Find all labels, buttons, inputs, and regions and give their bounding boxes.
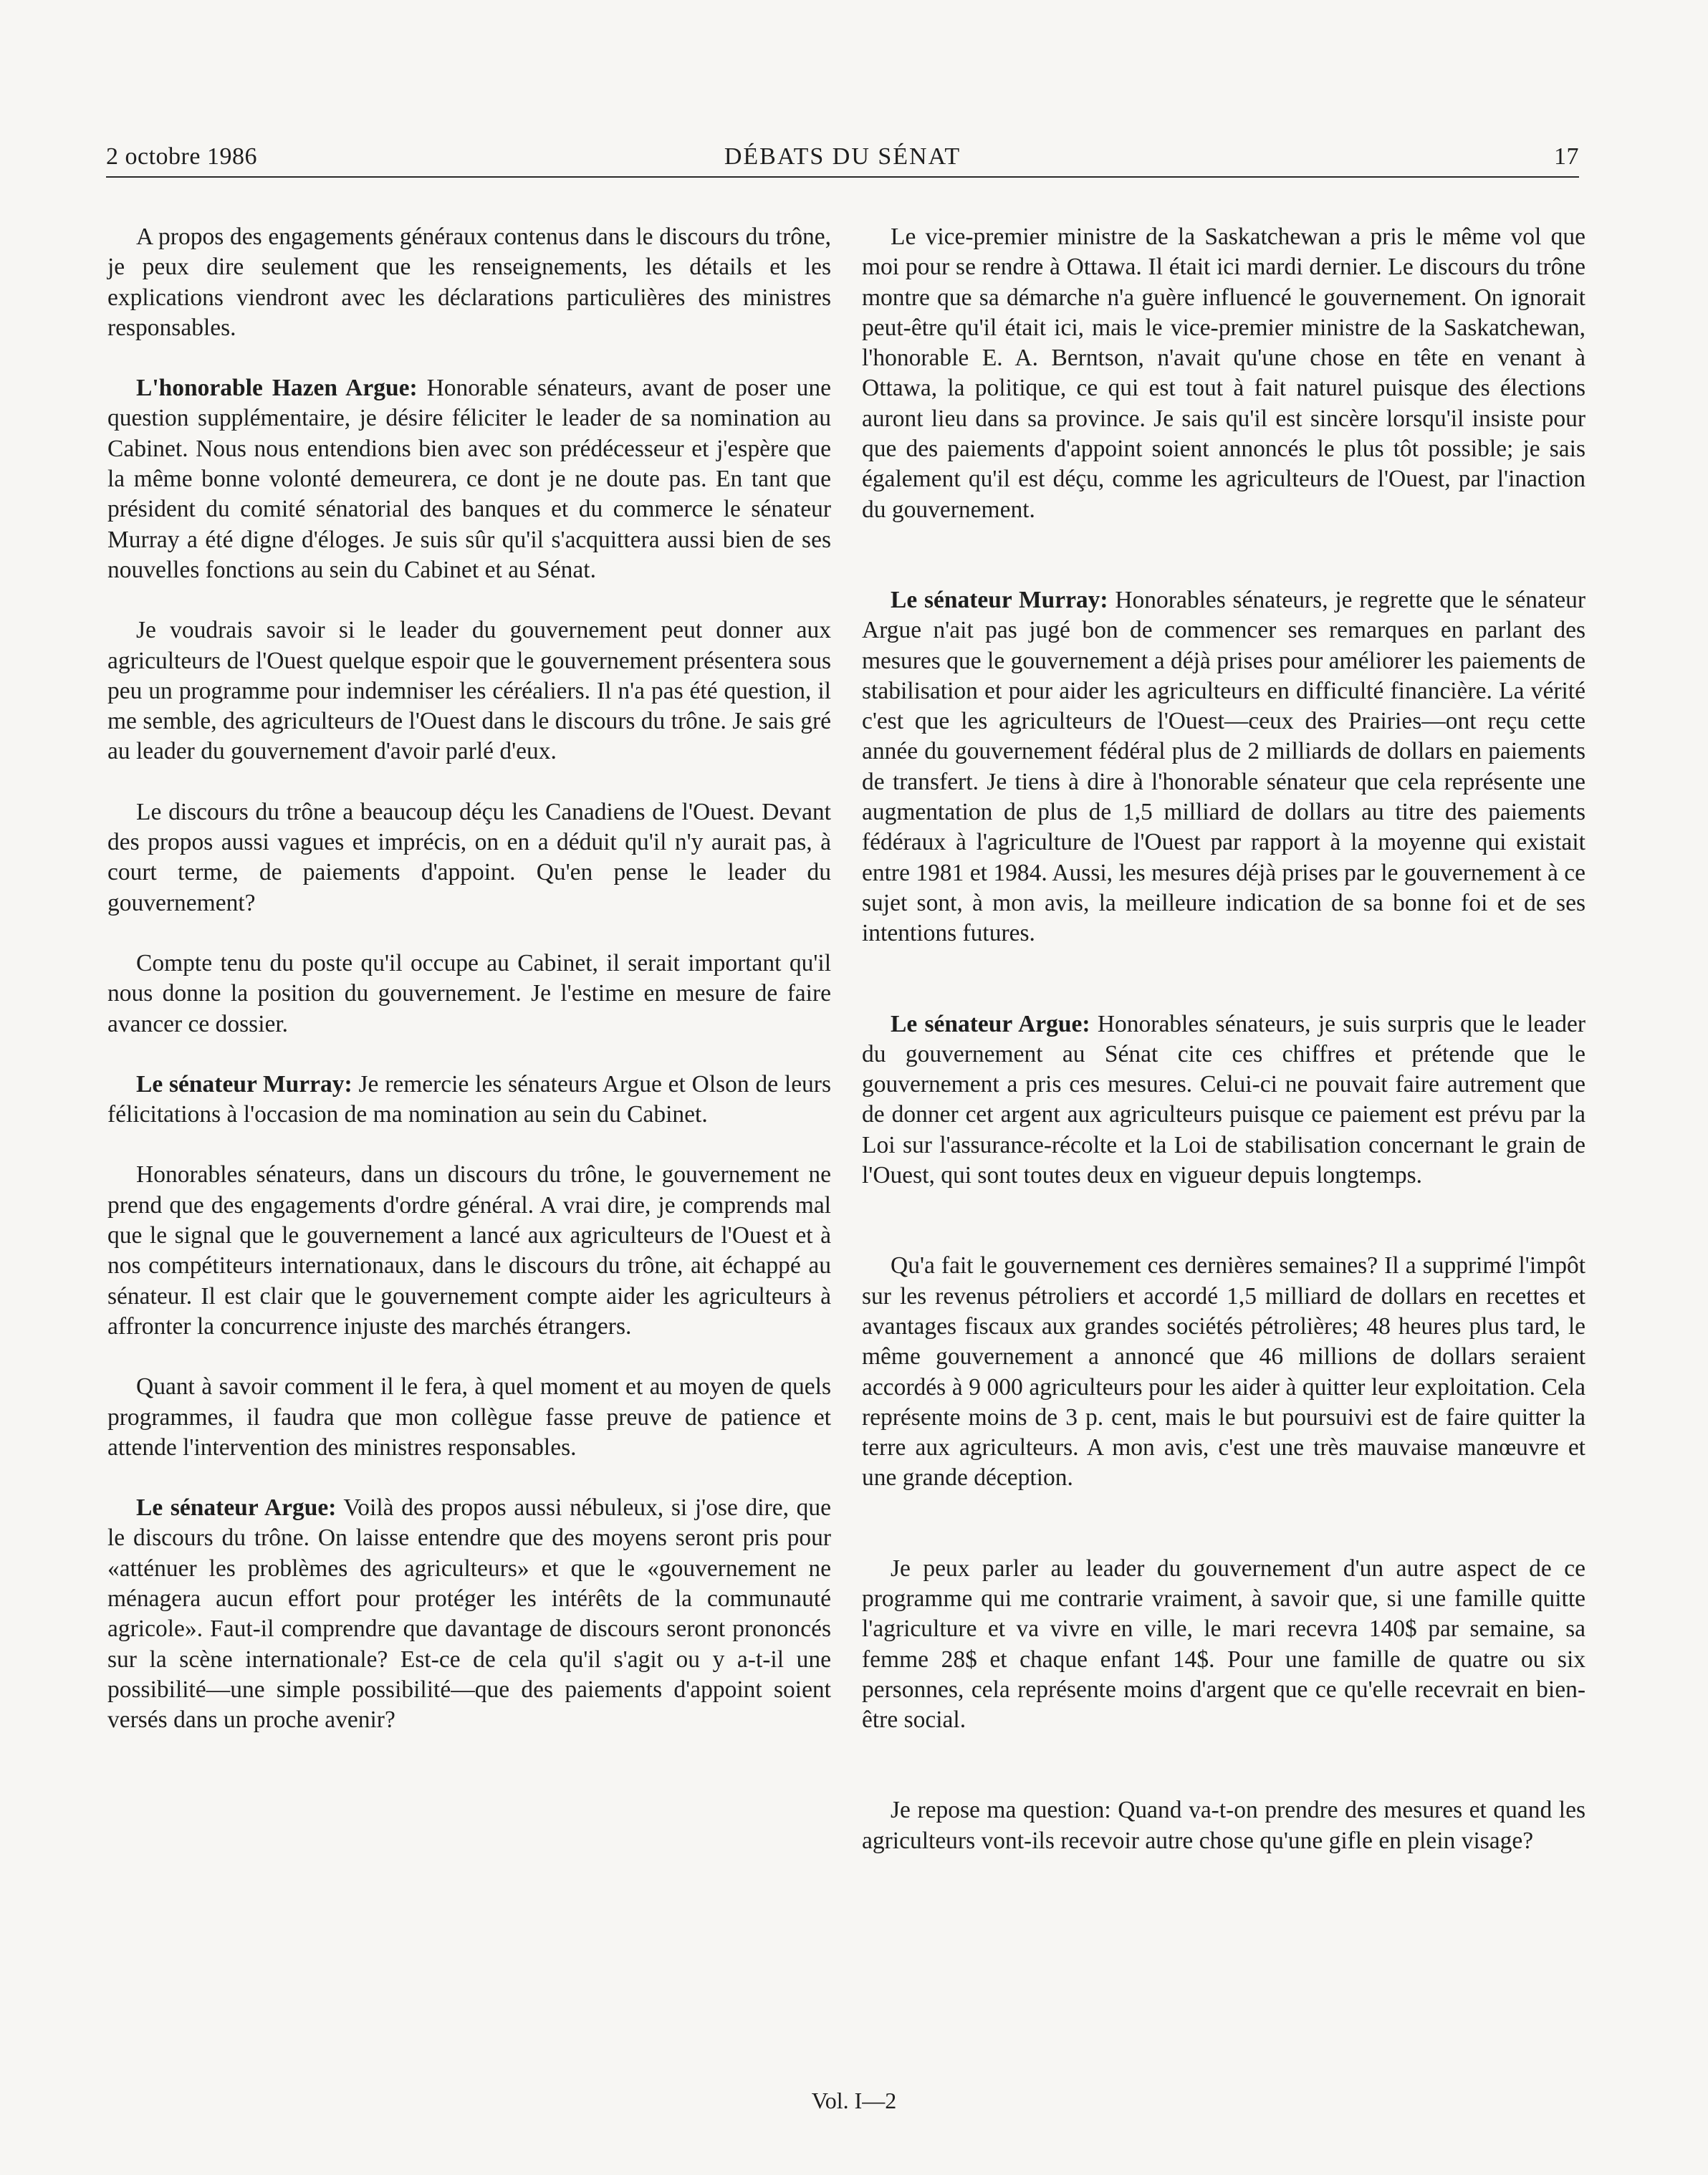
speaker-name: Le sénateur Murray: [136, 1070, 352, 1098]
paragraph-text: Quant à savoir comment il le fera, à quel moment et au moyen de quels programmes, il faudra que mon collègue fasse preuve de patience et attende l'intervention des ministres responsables. [107, 1373, 831, 1461]
paragraph-text: Honorables sénateurs, je suis surpris que le leader du gouvernement au Sénat cite ces chiffres et prétende que le gouvernement a pris ces mesures. Celui-ci ne pouvait faire autrement que de donner cet argent aux agriculteurs puisque ce paiement est prévu par la Loi sur l'assurance-récolte et la Loi de stabilisation concernant le grain de l'Ouest, qui sont toutes deux en vigueur depuis longtemps. [862, 1010, 1585, 1189]
paragraph [862, 1554, 1585, 1736]
paragraph-text: A propos des engagements généraux contenus dans le discours du trône, je peux dire seulement que les renseignements, les détails et les explications viendront avec les déclarations particulières des ministres responsables. [107, 224, 831, 341]
paragraph [107, 1372, 831, 1463]
page-header [106, 140, 1579, 178]
right-column [862, 222, 1585, 1856]
paragraph [862, 1251, 1585, 1493]
volume-label: Vol. I—2 [811, 2088, 897, 2113]
paragraph [107, 1493, 831, 1735]
paragraph-text: Je remercie les sénateurs Argue et Olson de leurs félicitations à l'occasion de ma nomination au sein du Cabinet. [107, 1070, 831, 1128]
paragraph [107, 615, 831, 767]
paragraph [107, 1070, 831, 1130]
page-number: 17 [1554, 143, 1579, 170]
speaker-name: L'honorable Hazen Argue: [136, 375, 418, 402]
paragraph [107, 797, 831, 918]
paragraph-text: Qu'a fait le gouvernement ces dernières semaines? Il a supprimé l'impôt sur les revenus pétroliers et accordé 1,5 milliard de dollars en recettes et avantages fiscaux aux grandes sociétés pétrolières; 48 heures plus tard, le même gouvernement a annoncé que 46 millions de dollars seraient accordés à 9 000 agriculteurs pour les aider à quitter leur exploitation. Cela représente moins de 3 p. cent, mais le but poursuivi est de faire quitter la terre aux agriculteurs. A mon avis, c'est une très mauvaise manœuvre et une grande déception. [862, 1252, 1585, 1492]
paragraph [862, 222, 1585, 525]
paragraph-text: Le discours du trône a beaucoup déçu les Canadiens de l'Ouest. Devant des propos aussi vagues et imprécis, on en a déduit qu'il n'y aurait pas, à court terme, de paiements d'appoint. Qu'en pense le leader du gouvernement? [107, 798, 831, 916]
header-date: 2 octobre 1986 [106, 143, 257, 170]
paragraph-text: Je peux parler au leader du gouvernement d'un autre aspect de ce programme qui me contrarie vraiment, à savoir que, si une famille quitte l'agriculture et va vivre en ville, le mari recevra 140$ par semaine, sa femme 28$ et chaque enfant 14$. Pour une famille de quatre ou six personnes, cela représente moins d'argent que ce qu'elle recevrait en bien-être social. [862, 1555, 1585, 1734]
paragraph-text: Je repose ma question: Quand va-t-on prendre des mesures et quand les agriculteurs vont-ils recevoir autre chose qu'une gifle en plein visage? [862, 1797, 1585, 1854]
paragraph [107, 222, 831, 343]
paragraph [107, 373, 831, 585]
left-column [107, 222, 831, 1735]
speaker-name: Le sénateur Argue: [136, 1494, 337, 1522]
paragraph [862, 585, 1585, 949]
paragraph-text: Honorables sénateurs, dans un discours du trône, le gouvernement ne prend que des engagements d'ordre général. A vrai dire, je comprends mal que le signal que le gouvernement a lancé aux agriculteurs de l'Ouest et à nos compétiteurs internationaux, dans le discours du trône, ait échappé au sénateur. Il est clair que le gouvernement compte aider les agriculteurs à affronter la concurrence injuste des marchés étrangers. [107, 1161, 831, 1340]
paragraph [107, 1160, 831, 1342]
header-title: DÉBATS DU SÉNAT [724, 143, 961, 170]
paragraph-text: Compte tenu du poste qu'il occupe au Cabinet, il serait important qu'il nous donne la position du gouvernement. Je l'estime en mesure de faire avancer ce dossier. [107, 949, 831, 1037]
paragraph [107, 949, 831, 1040]
speaker-name: Le sénateur Argue: [891, 1010, 1090, 1037]
page-footer [0, 2088, 1708, 2114]
paragraph-text: Honorables sénateurs, je regrette que le sénateur Argue n'ait pas jugé bon de commencer ses remarques en parlant des mesures que le gouvernement a déjà prises pour améliorer les paiements de stabilisation et pour aider les agriculteurs en difficulté financière. La vérité c'est que les agriculteurs de l'Ouest—ceux des Prairies—ont reçu cette année du gouvernement fédéral plus de 2 milliards de dollars en paiements de transfert. Je tiens à dire à l'honorable sénateur que cela représente une augmentation de plus de 1,5 milliard de dollars au titre des paiements fédéraux à l'agriculture de l'Ouest par rapport à la moyenne qui existait entre 1981 et 1984. Aussi, les mesures déjà prises par le gouvernement à ce sujet sont, à mon avis, la meilleure indication de sa bonne foi et de ses intentions futures. [862, 586, 1585, 947]
paragraph-text: Le vice-premier ministre de la Saskatchewan a pris le même vol que moi pour se rendre à Ottawa. Il était ici mardi dernier. Le discours du trône montre que sa démarche n'a guère influencé le gouvernement. On ignorait peut-être qu'il était ici, mais le vice-premier ministre de la Saskatchewan, l'honorable E. A. Berntson, n'avait qu'une chose en tête en venant à Ottawa, la politique, ce qui est tout à fait naturel puisque des élections auront lieu dans sa province. Je sais qu'il est sincère lorsqu'il insiste pour que des paiements d'appoint soient annoncés le plus tôt possible; je sais également qu'il est déçu, comme les agriculteurs de l'Ouest, par l'inaction du gouvernement. [862, 224, 1585, 523]
paragraph-text: Voilà des propos aussi nébuleux, si j'ose dire, que le discours du trône. On laisse entendre que des moyens seront pris pour «atténuer les problèmes des agriculteurs» et que le «gouvernement ne ménagera aucun effort pour protéger les intérêts de la communauté agricole». Faut-il comprendre que davantage de discours seront prononcés sur la scène internationale? Est-ce de cela qu'il s'agit ou y a-t-il une possibilité—une simple possibilité—que des paiements d'appoint soient versés dans un proche avenir? [107, 1494, 831, 1734]
paragraph [862, 1795, 1585, 1856]
paragraph [862, 1009, 1585, 1191]
paragraph-text: Honorable sénateurs, avant de poser une question supplémentaire, je désire féliciter le leader de sa nomination au Cabinet. Nous nous entendions bien avec son prédécesseur et j'espère que la même bonne volonté demeurera, ce dont je ne doute pas. En tant que président du comité sénatorial des banques et du commerce le sénateur Murray a été digne d'éloges. Je suis sûr qu'il s'acquittera aussi bien de ses nouvelles fonctions au sein du Cabinet et au Sénat. [107, 375, 832, 583]
paragraph-text: Je voudrais savoir si le leader du gouvernement peut donner aux agriculteurs de l'Ouest quelque espoir que le gouvernement présentera sous peu un programme pour indemniser les céréaliers. Il n'a pas été question, il me semble, des agriculteurs de l'Ouest dans le discours du trône. Je sais gré au leader du gouvernement d'avoir parlé d'eux. [107, 617, 831, 765]
speaker-name: Le sénateur Murray: [891, 586, 1108, 613]
